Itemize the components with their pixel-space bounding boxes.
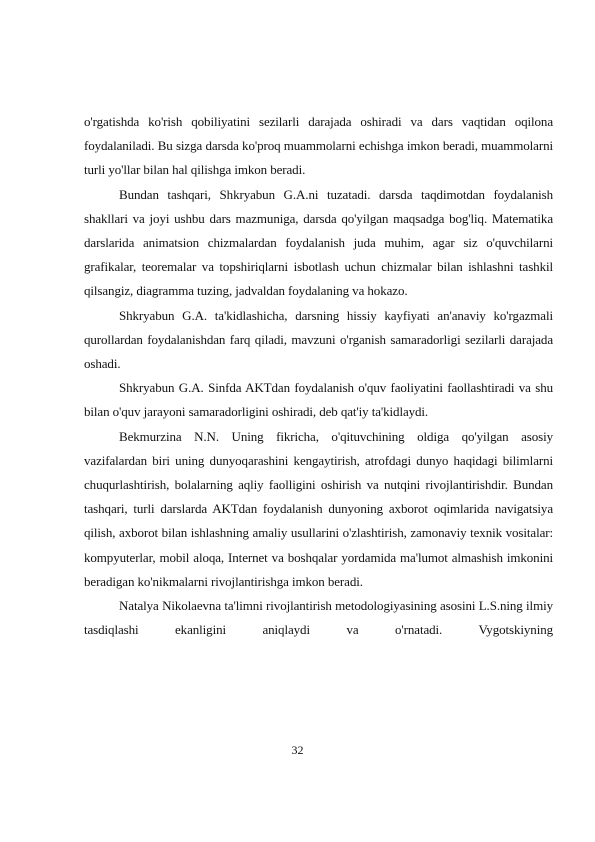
paragraph-shkryabun-ict: Shkryabun G.A. Sinfda AKTdan foydalanish o'quv faoliyatini faollashtiradi va shu bilan o'quv jarayoni samaradorligini oshiradi, deb qat'iy ta'kidlaydi. — [84, 380, 553, 420]
paragraph-natalya: Natalya Nikolaevna ta'limni rivojlantirish metodologiyasining asosini L.S.ning ilmiy tasdiqlashi ekanligini aniqlaydi va o'rnatadi. Vygotskiyning — [84, 598, 553, 638]
paragraph-shkryabun-presentation: Bundan tashqari, Shkryabun G.A.ni tuzatadi. darsda taqdimotdan foydalanish shakllari va joyi ushbu dars mazmuniga, darsda qo'yilgan maqsadga bog'liq. Matematika darslarida animatsion chizmalardan foydalanish juda muhim, agar siz o'quvchilarni grafikalar, teoremalar va topshiriqlarni isbotlash uchun chizmalar bilan ishlashni tashkil qilsangiz, diagramma tuzing, jadvaldan foydalaning va hokazo. — [84, 186, 553, 299]
body-text — [84, 110, 553, 642]
paragraph-continuation: o'rgatishda ko'rish qobiliyatini sezilarli darajada oshiradi va dars vaqtidan oqilona foydalaniladi. Bu sizga darsda ko'proq muammolarni echishga imkon beradi, muammolarni turli yo'llar bilan hal qilishga imkon beradi. — [84, 114, 553, 178]
paragraph-bekmurzina: Bekmurzina N.N. Uning fikricha, o'qituvchining oldiga qo'yilgan asosiy vazifalardan biri uning dunyoqarashini kengaytirish, atrofdagi dunyo haqidagi bilimlarni chuqurlashtirish, bolalarning aqliy faolligini oshirish va nutqini rivojlantirishdir. Bundan tashqari, turli darslarda AKTdan foydalanish dunyoning axborot oqimlarida navigatsiya qilish, axborot bilan ishlashning amaliy usullarini o'zlashtirish, zamonaviy texnik vositalar: kompyuterlar, mobil aloqa, Internet va boshqalar yordamida ma'lumot almashish imkonini beradigan ko'nikmalarni rivojlantirishga imkon beradi. — [84, 428, 553, 589]
paragraph-shkryabun-mood: Shkryabun G.A. ta'kidlashicha, darsning hissiy kayfiyati an'anaviy ko'rgazmali qurollardan foydalanishdan farq qiladi, mavzuni o'rganish samaradorligi sezilarli darajada oshadi. — [84, 307, 553, 372]
page-number: 32 — [291, 743, 304, 757]
